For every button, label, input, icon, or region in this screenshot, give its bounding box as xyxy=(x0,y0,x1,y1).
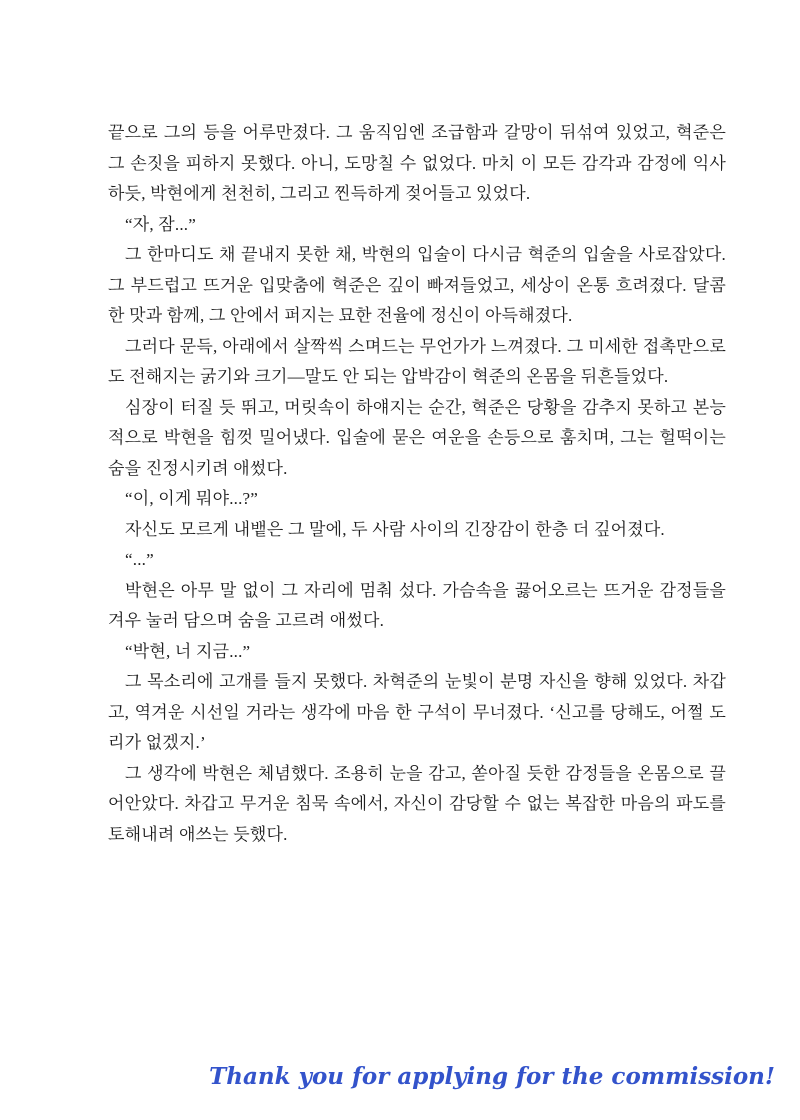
body-paragraph: 심장이 터질 듯 뛰고, 머릿속이 하얘지는 순간, 혁준은 당황을 감추지 못하고 본능적으로 박현을 힘껏 밀어냈다. 입술에 묻은 여운을 손등으로 훔치며, 그는 헐떡이는 숨을 진정시키려 애썼다. xyxy=(108,397,726,478)
body-paragraph-dialogue: “자, 잠...” xyxy=(125,214,196,234)
body-paragraph: 그 목소리에 고개를 들지 못했다. 차혁준의 눈빛이 분명 자신을 향해 있었다. 차갑고, 역겨운 시선일 거라는 생각에 마음 한 구석이 무너졌다. ‘신고를 당해도, 어쩔 도리가 없겠지.’ xyxy=(108,672,726,752)
commission-thank-you-note: Thank you for applying for the commission! xyxy=(209,1063,775,1090)
body-paragraph-dialogue: “...” xyxy=(125,550,154,569)
body-paragraph-dialogue: “박현, 너 지금...” xyxy=(125,641,251,661)
body-paragraph: 그 생각에 박현은 체념했다. 조용히 눈을 감고, 쏟아질 듯한 감정들을 온몸으로 끌어안았다. 차갑고 무거운 침묵 속에서, 자신이 감당할 수 없는 복잡한 마음의 파도를 토해내려 애쓰는 듯했다. xyxy=(108,763,726,844)
novel-text-body xyxy=(108,118,726,850)
body-paragraph: 그 한마디도 채 끝내지 못한 채, 박현의 입술이 다시금 혁준의 입술을 사로잡았다. 그 부드럽고 뜨거운 입맞춤에 혁준은 깊이 빠져들었고, 세상이 온통 흐려졌다. 달콤한 맛과 함께, 그 안에서 퍼지는 묘한 전율에 정신이 아득해졌다. xyxy=(108,245,726,325)
body-paragraph: 박현은 아무 말 없이 그 자리에 멈춰 섰다. 가슴속을 끓어오르는 뜨거운 감정들을 겨우 눌러 담으며 숨을 고르려 애썼다. xyxy=(108,580,726,630)
body-paragraph: 끝으로 그의 등을 어루만졌다. 그 움직임엔 조급함과 갈망이 뒤섞여 있었고, 혁준은 그 손짓을 피하지 못했다. 아니, 도망칠 수 없었다. 마치 이 모든 감각과 감정에 익사하듯, 박현에게 천천히, 그리고 찐득하게 젖어들고 있었다. xyxy=(108,123,726,203)
body-paragraph: 그러다 문득, 아래에서 살짝씩 스며드는 무언가가 느껴졌다. 그 미세한 접촉만으로도 전해지는 굵기와 크기―말도 안 되는 압박감이 혁준의 온몸을 뒤흔들었다. xyxy=(108,336,726,386)
body-paragraph: 자신도 모르게 내뱉은 그 말에, 두 사람 사이의 긴장감이 한층 더 깊어졌다. xyxy=(125,519,665,539)
body-paragraph-dialogue: “이, 이게 뭐야...?” xyxy=(125,489,259,508)
